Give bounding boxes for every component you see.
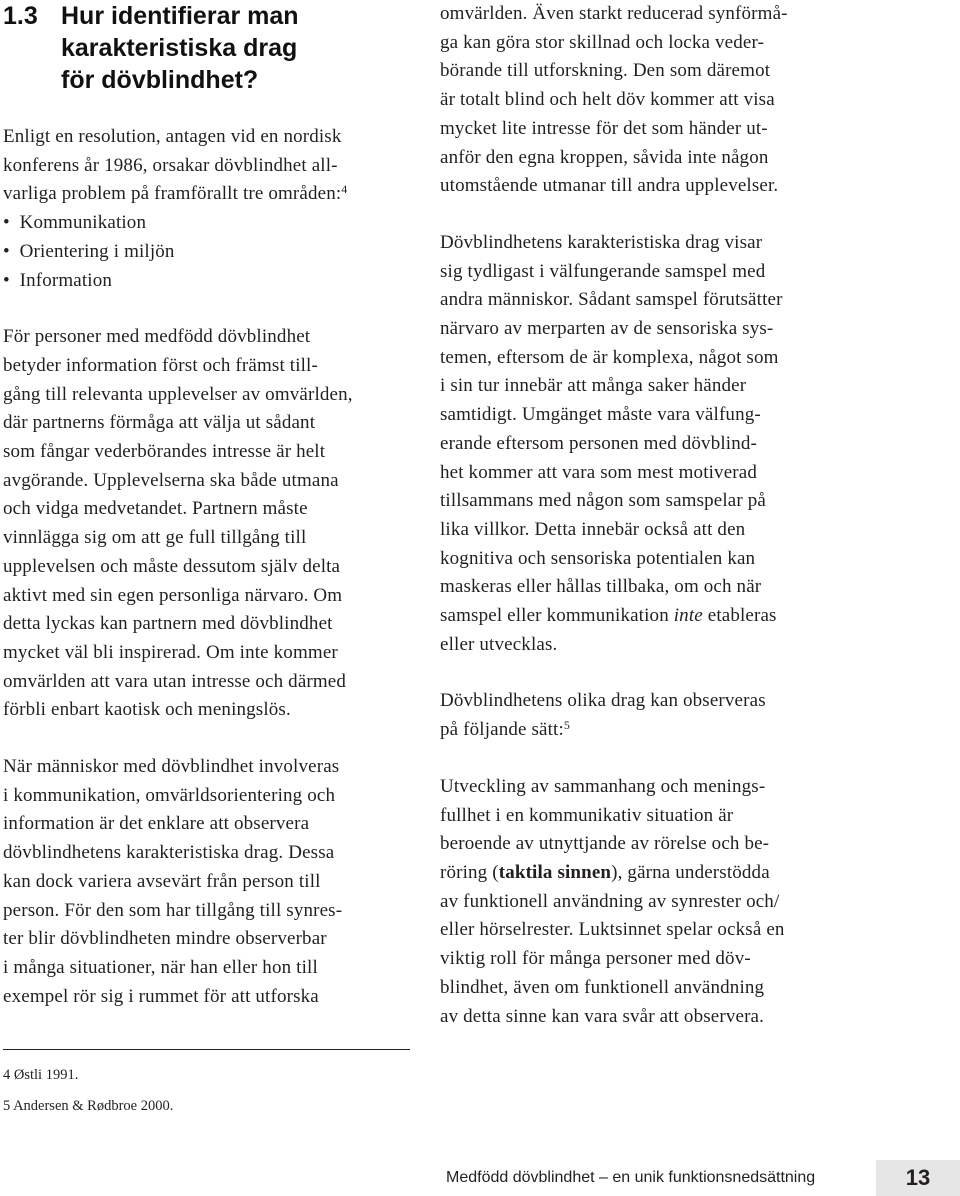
text-line: av funktionell användning av synrester och/ [440, 890, 780, 912]
bullet-item: • Information [3, 267, 415, 296]
right-column [440, 0, 860, 1031]
text-line: mycket lite intresse för det som händer ut- [440, 117, 768, 139]
text-line: Enligt en resolution, antagen vid en nordisk [3, 126, 342, 147]
footnote: 5 Andersen & Rødbroe 2000. [3, 1098, 174, 1114]
text-line: lika villkor. Detta innebär också att den [440, 518, 746, 540]
paragraph [440, 773, 860, 1031]
text-line: konferens år 1986, orsakar dövblindhet all- [3, 154, 338, 176]
text-line: maskeras eller hållas tillbaka, om och när [440, 576, 762, 598]
paragraph [3, 323, 415, 725]
text-line: viktig roll för många personer med döv- [440, 948, 751, 970]
title-line: för dövblindhet? [61, 66, 259, 94]
page-number: 13 [876, 1160, 960, 1196]
text-fragment: samspel eller kommunikation [440, 605, 674, 627]
text-fragment: ), gärna understödda [611, 861, 770, 883]
text-line: ga kan göra stor skillnad och locka veder- [440, 31, 765, 53]
footnote: 4 Østli 1991. [3, 1067, 79, 1083]
text-fragment: röring ( [440, 861, 499, 883]
paragraph [440, 0, 860, 201]
intro-paragraph [3, 123, 415, 209]
text-line: erande eftersom personen med dövblind- [440, 432, 757, 454]
text-line: ter blir dövblindheten mindre observerbar [3, 928, 327, 950]
paragraph [3, 753, 415, 1011]
text-line: i sin tur innebär att många saker händer [440, 375, 747, 397]
text-line: tillsammans med någon som samspelar på [440, 490, 767, 512]
footnote-ref: 5 [563, 718, 571, 733]
text-line: person. För den som har tillgång till synres- [3, 899, 343, 921]
text-line: När människor med dövblindhet involveras [3, 756, 340, 778]
text-line: och vidga medvetandet. Partnern måste [3, 498, 308, 520]
text-line: temen, eftersom de är komplexa, något som [440, 346, 779, 368]
text-line: upplevelsen och måste dessutom själv delta [3, 555, 341, 577]
text-line: vinnlägga sig om att ge full tillgång till [3, 527, 307, 549]
paragraph [440, 229, 860, 660]
text-line [440, 859, 860, 888]
text-line: omvärlden. Även starkt reducerad synförmå- [440, 3, 788, 24]
text-fragment: varliga problem på framförallt tre områden: [3, 183, 342, 205]
text-line [440, 716, 860, 745]
text-line: Utveckling av sammanhang och menings- [440, 775, 766, 797]
emphasis-text: inte [673, 605, 703, 627]
text-line: detta lyckas kan partnern med dövblindhet [3, 613, 333, 635]
text-line: börande till utforskning. Den som däremot [440, 60, 771, 82]
text-line: beroende av utnyttjande av rörelse och be- [440, 833, 770, 855]
text-line: För personer med medfödd dövblindhet [3, 326, 311, 348]
paragraph [440, 687, 860, 744]
text-line: aktivt med sin egen personliga närvaro. Om [3, 584, 343, 606]
text-line: eller utvecklas. [440, 633, 558, 655]
running-footer-title: Medfödd dövblindhet – en unik funktionsnedsättning [446, 1169, 816, 1186]
bullet-item: • Kommunikation [3, 209, 415, 238]
text-line: sig tydligast i välfungerande samspel med [440, 260, 766, 282]
text-line: förbli enbart kaotisk och meningslös. [3, 699, 291, 721]
title-line: karakteristiska drag [61, 34, 298, 62]
text-line: närvaro av merparten av de sensoriska sys- [440, 318, 774, 340]
text-line: het kommer att vara som mest motiverad [440, 461, 758, 483]
text-line: kan dock variera avsevärt från person till [3, 870, 321, 892]
bullet-item: • Orientering i miljön [3, 238, 415, 267]
bullet-list [3, 209, 415, 295]
text-fragment: på följande sätt: [440, 719, 564, 741]
text-line: mycket väl bli inspirerad. Om inte kommer [3, 641, 338, 663]
section-title [61, 0, 361, 96]
text-line: exempel rör sig i rummet för att utforska [3, 985, 319, 1007]
text-line: eller hörselrester. Luktsinnet spelar också en [440, 919, 785, 941]
text-line [440, 602, 860, 631]
text-line: Dövblindhetens olika drag kan observeras [440, 690, 766, 712]
text-line: samtidigt. Umgänget måste vara välfung- [440, 404, 761, 426]
text-line: dövblindhetens karakteristiska drag. Dessa [3, 842, 335, 864]
text-line: anför den egna kroppen, såvida inte någon [440, 146, 769, 168]
text-line: är totalt blind och helt döv kommer att visa [440, 89, 775, 111]
bold-term: taktila sinnen [498, 861, 612, 883]
text-line: andra människor. Sådant samspel förutsätter [440, 289, 783, 311]
text-fragment: etableras [702, 605, 777, 627]
text-line: utomstående utmanar till andra upplevelser. [440, 175, 779, 197]
title-line: Hur identifierar man [61, 2, 299, 30]
text-line: Dövblindhetens karakteristiska drag visar [440, 231, 763, 253]
text-line [3, 180, 415, 209]
text-line: i många situationer, när han eller hon till [3, 956, 318, 978]
text-line: gång till relevanta upplevelser av omvärlden, [3, 383, 353, 405]
text-line: som fångar vederbörandes intresse är helt [3, 441, 326, 463]
text-line: omvärlden att vara utan intresse och därmed [3, 670, 347, 692]
text-line: där partnerns förmåga att välja ut sådant [3, 412, 316, 434]
text-line: kognitiva och sensoriska potentialen kan [440, 547, 756, 569]
footnote-ref: 4 [341, 182, 348, 197]
text-line: information är det enklare att observera [3, 813, 310, 835]
text-line: blindhet, även om funktionell användning [440, 976, 765, 998]
text-line: betyder information först och främst till- [3, 354, 318, 376]
text-line: avgörande. Upplevelserna ska både utmana [3, 469, 339, 491]
text-line: av detta sinne kan vara svår att observera. [440, 1005, 765, 1027]
text-line: fullhet i en kommunikativ situation är [440, 804, 734, 826]
left-column [3, 123, 415, 1011]
footnote-divider [3, 1049, 410, 1050]
text-line: i kommunikation, omvärldsorientering och [3, 784, 336, 806]
section-number: 1.3 [3, 2, 38, 30]
